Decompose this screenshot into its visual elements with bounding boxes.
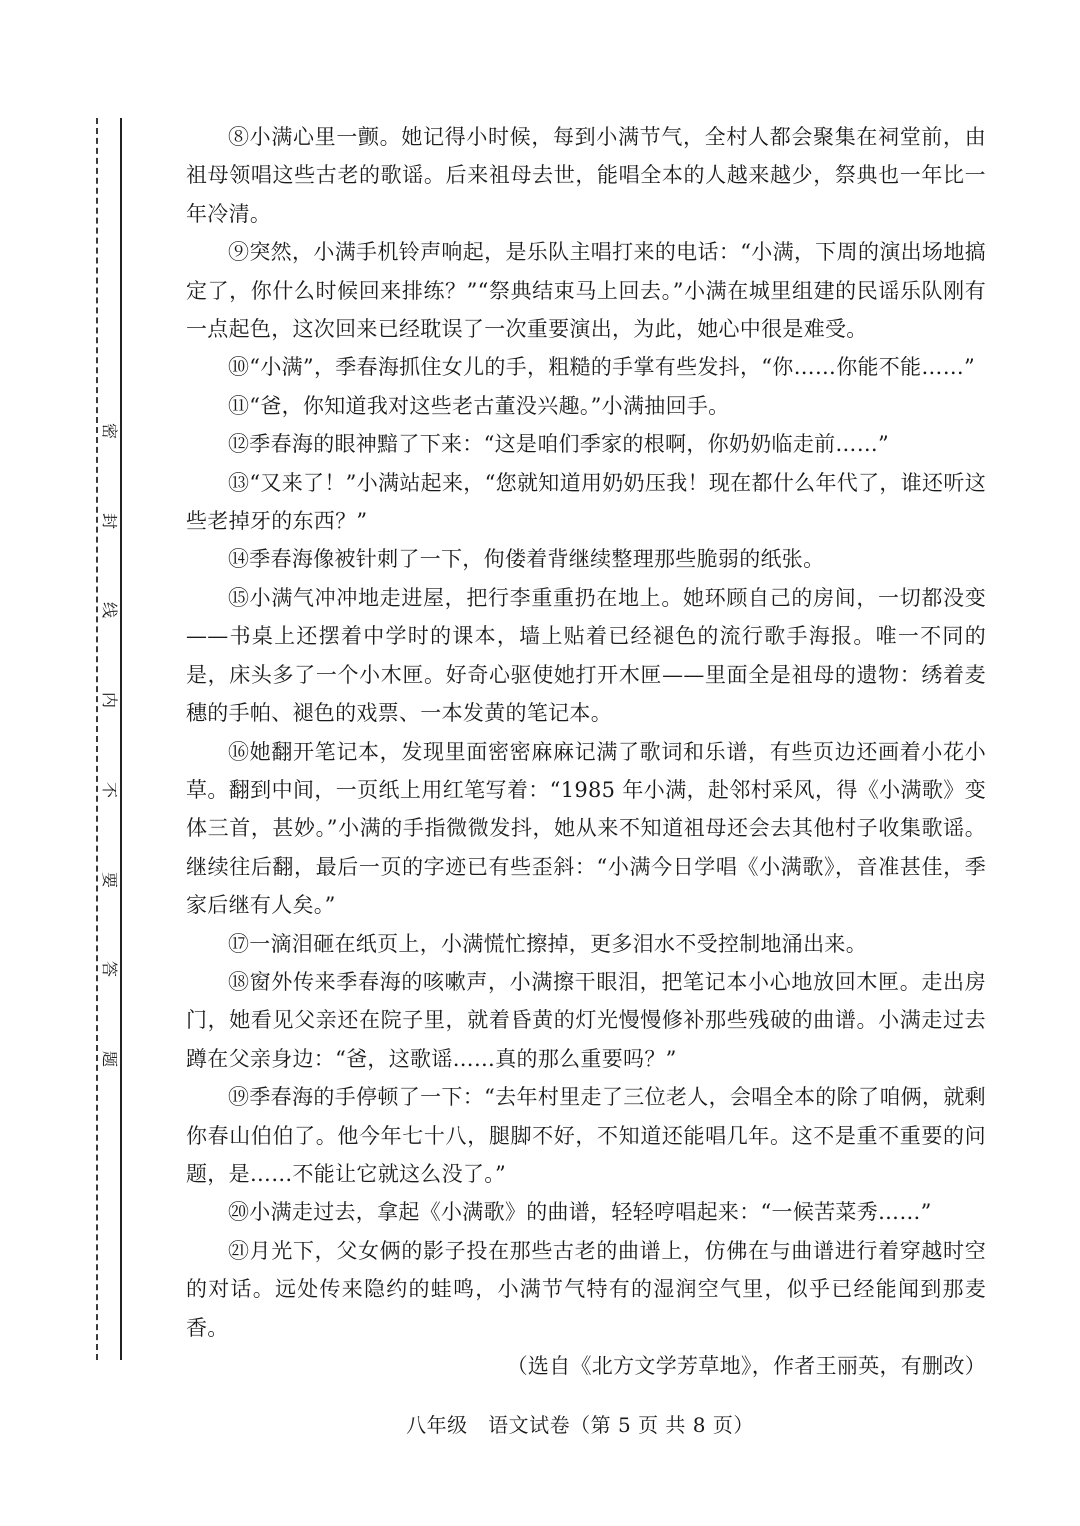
passage — [186, 118, 986, 1385]
binding-char: 题 — [99, 1050, 119, 1067]
binding-dashed-line — [96, 118, 98, 1360]
paragraph-14: ⑭季春海像被针刺了一下，佝偻着背继续整理那些脆弱的纸张。 — [228, 547, 825, 572]
binding-solid-line — [120, 118, 122, 1360]
binding-char: 不 — [99, 781, 119, 798]
page-footer: 八年级 语文试卷（第 5 页 共 8 页） — [406, 1413, 754, 1437]
binding-char: 封 — [99, 512, 119, 529]
paragraph-11: ⑪“爸，你知道我对这些老古董没兴趣。”小满抽回手。 — [228, 393, 730, 418]
paragraph-8: ⑧小满心里一颤。她记得小时候，每到小满节气，全村人都会聚集在祠堂前，由祖母领唱这些古老的歌谣。后来祖母去世，能唱全本的人越来越少，祭典也一年比一年冷清。 — [186, 125, 986, 226]
paragraph-17: ⑰一滴泪砸在纸页上，小满慌忙擦掉，更多泪水不受控制地涌出来。 — [228, 931, 867, 956]
paragraph-18: ⑱窗外传来季春海的咳嗽声，小满擦干眼泪，把笔记本小心地放回木匣。走出房门，她看见父亲还在院子里，就着昏黄的灯光慢慢修补那些残破的曲谱。小满走过去蹲在父亲身边：“爸，这歌谣……真的那么重要吗？” — [186, 969, 986, 1071]
paragraph-10: ⑩“小满”，季春海抓住女儿的手，粗糙的手掌有些发抖，“你……你能不能……” — [228, 355, 976, 380]
binding-char: 内 — [99, 692, 119, 709]
binding-char: 密 — [99, 422, 119, 440]
paragraph-9: ⑨突然，小满手机铃声响起，是乐队主唱打来的电话：“小满，下周的演出场地搞定了，你什么时候回来排练？”“祭典结束马上回去。”小满在城里组建的民谣乐队刚有一点起色，这次回来已经耽误了一次重要演出，为此，她心中很是难受。 — [186, 240, 986, 342]
paragraph-16: ⑯她翻开笔记本，发现里面密密麻麻记满了歌词和乐谱，有些页边还画着小花小草。翻到中间，一页纸上用红笔写着：“1985 年小满，赴邻村采风，得《小满歌》变体三首，甚妙。”小满的手指微微发抖，她从来不知道祖母还会去其他村子收集歌谣。继续往后翻，最后一页的字迹已有些歪斜：“小满今日学唱《小满歌》，音准甚佳，季家后继有人矣。” — [186, 739, 986, 918]
paragraph-13: ⑬“又来了！”小满站起来，“您就知道用奶奶压我！现在都什么年代了，谁还听这些老掉牙的东西？” — [186, 470, 986, 534]
paragraph-15: ⑮小满气冲冲地走进屋，把行李重重扔在地上。她环顾自己的房间，一切都没变——书桌上还摆着中学时的课本，墙上贴着已经褪色的流行歌手海报。唯一不同的是，床头多了一个小木匣。好奇心驱使她打开木匣——里面全是祖母的遗物：绣着麦穗的手帕、褪色的戏票、一本发黄的笔记本。 — [186, 585, 986, 726]
binding-char: 答 — [99, 961, 119, 978]
binding-char: 线 — [99, 602, 119, 619]
binding-char: 要 — [99, 871, 119, 888]
paragraph-12: ⑫季春海的眼神黯了下来：“这是咱们季家的根啊，你奶奶临走前……” — [228, 432, 890, 457]
source-citation: （选自《北方文学芳草地》，作者王丽英，有删改） — [506, 1354, 986, 1378]
paragraph-20: ⑳小满走过去，拿起《小满歌》的曲谱，轻轻哼唱起来：“一候苦菜秀……” — [228, 1200, 932, 1225]
paragraph-19: ⑲季春海的手停顿了一下：“去年村里走了三位老人，会唱全本的除了咱俩，就剩你春山伯伯了。他今年七十八，腿脚不好，不知道还能唱几年。这不是重不重要的问题，是……不能让它就这么没了。” — [186, 1085, 986, 1186]
paragraph-21: ㉑月光下，父女俩的影子投在那些古老的曲谱上，仿佛在与曲谱进行着穿越时空的对话。远处传来隐约的蛙鸣，小满节气特有的湿润空气里，似乎已经能闻到那麦香。 — [186, 1238, 986, 1340]
